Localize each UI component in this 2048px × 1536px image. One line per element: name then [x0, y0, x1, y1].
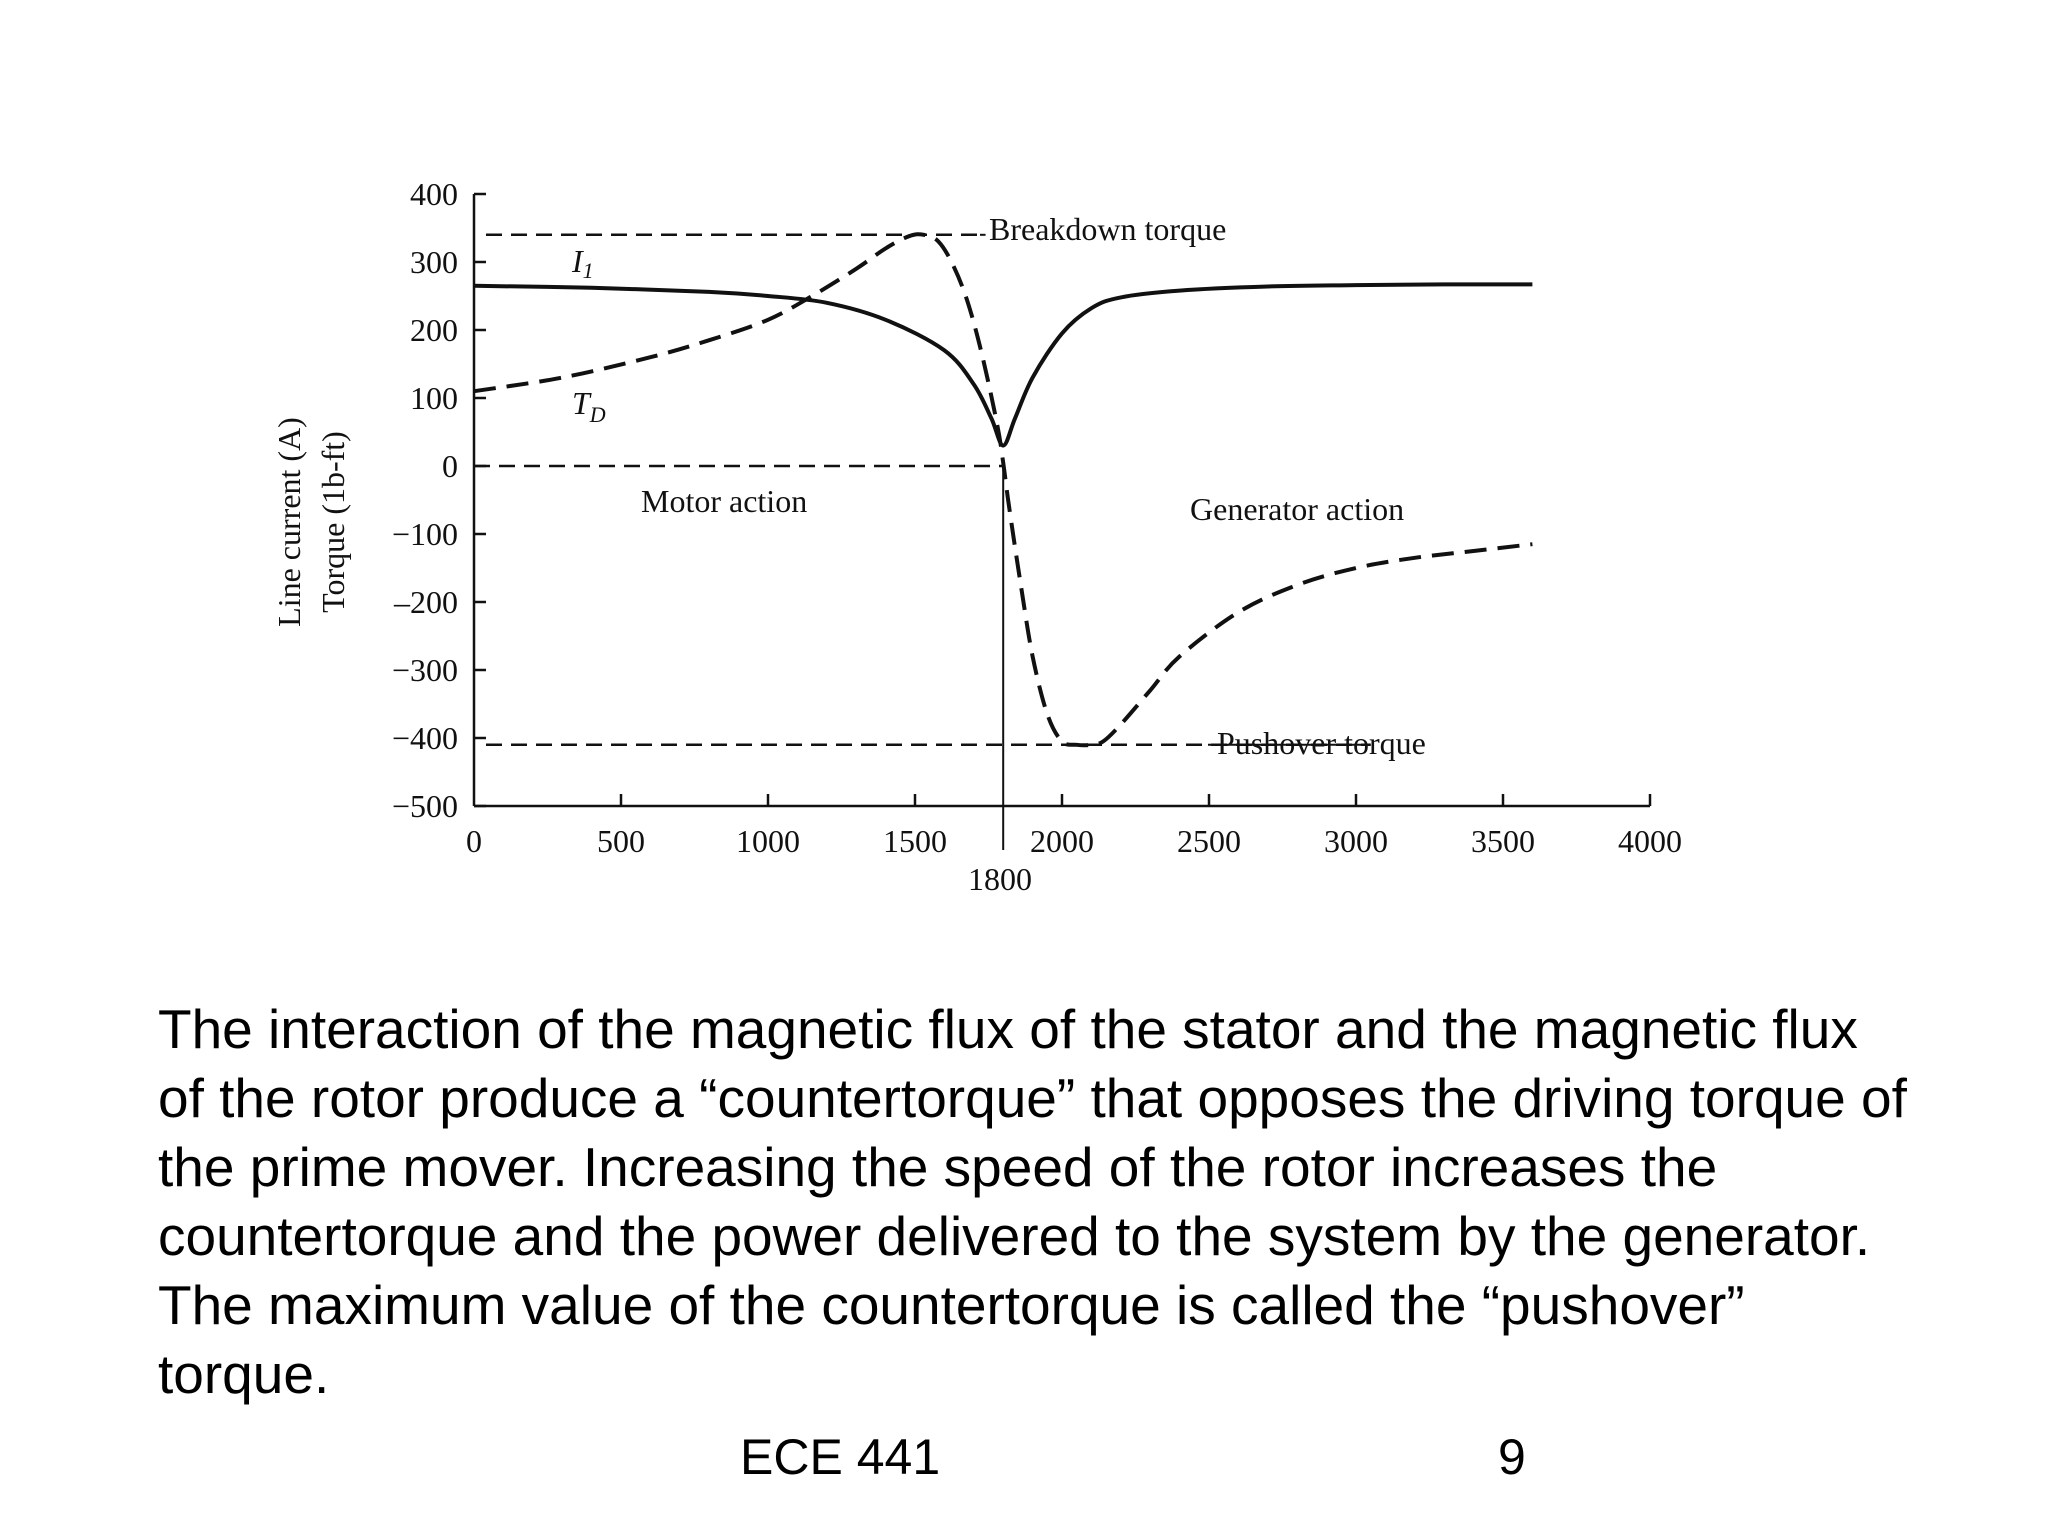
x-tick-label-2000: 2000 — [1030, 823, 1094, 859]
x-tick-label-1500: 1500 — [883, 823, 947, 859]
breakdown-torque-label: Breakdown torque — [989, 211, 1227, 247]
x-tick-label-500: 500 — [597, 823, 645, 859]
x-tick-label-1000: 1000 — [736, 823, 800, 859]
series-label-torque: $T_D$ — [572, 385, 606, 427]
footer-course: ECE 441 — [740, 1429, 941, 1485]
x-tick-label-3000: 3000 — [1324, 823, 1388, 859]
pushover-torque-label: Pushover torque — [1217, 725, 1426, 761]
slide-caption: The interaction of the magnetic flux of the stator and the magnetic flux of the rotor produce a “countertorque” that opposes the driving torque of the prime mover. Increasing the speed of the rotor increases the countertorque and the power delivered to the system by the generator. The maximum value of the countertorque is called the “pushover” torque. — [158, 998, 1907, 1405]
y-axis-title-line-2: Torque (1b-ft) — [315, 431, 351, 613]
y-tick-label--200: –200 — [394, 584, 458, 620]
y-tick-label--500: −500 — [391, 788, 458, 824]
y-tick-label--300: −300 — [391, 652, 458, 688]
y-tick-label--400: −400 — [391, 720, 458, 756]
y-tick-label--100: −100 — [391, 516, 458, 552]
generator-action-label: Generator action — [1190, 491, 1405, 527]
y-axis-title-line-1: Line current (A) — [271, 417, 307, 627]
line-current-curve — [474, 284, 1532, 445]
x-tick-label-4000: 4000 — [1618, 823, 1682, 859]
y-tick-label-100: 100 — [410, 380, 458, 416]
series-label-current: I1 — [572, 243, 594, 283]
sync-speed-label: 1800 — [968, 861, 1032, 897]
x-tick-label-0: 0 — [466, 823, 482, 859]
y-tick-label-0: 0 — [442, 448, 458, 484]
y-tick-label-300: 300 — [410, 244, 458, 280]
x-tick-label-2500: 2500 — [1177, 823, 1241, 859]
y-tick-label-400: 400 — [410, 176, 458, 212]
y-tick-label-200: 200 — [410, 312, 458, 348]
motor-action-label: Motor action — [641, 483, 808, 519]
x-tick-label-3500: 3500 — [1471, 823, 1535, 859]
footer-page-number: 9 — [1498, 1429, 1526, 1485]
